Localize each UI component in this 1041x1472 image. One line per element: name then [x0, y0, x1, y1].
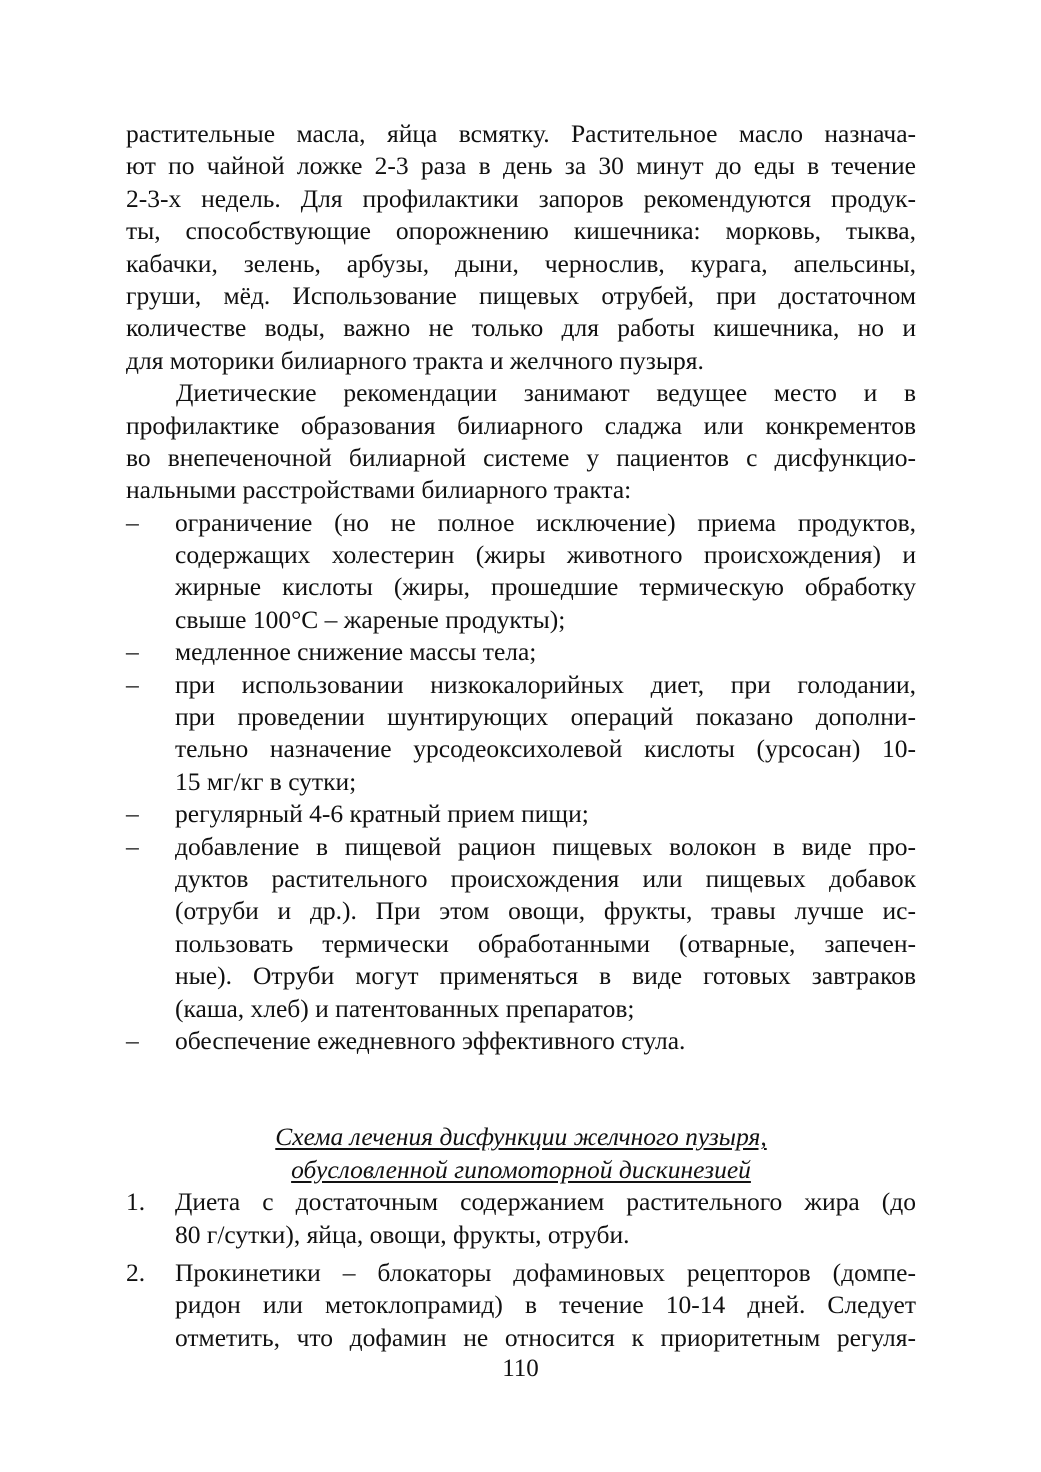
bullet-dash: –: [126, 507, 139, 537]
bullet-item-line: регулярный 4-6 кратный прием пищи;: [175, 799, 589, 829]
numbered-list: [126, 1186, 916, 1354]
bullet-dash: –: [126, 637, 139, 667]
bullet-item-line: содержащих холестерин (жиры животного происхождения) и: [175, 540, 916, 570]
bullet-dash: –: [126, 799, 139, 829]
bullet-item-line: 15 мг/кг в сутки;: [175, 766, 357, 796]
paragraph-1-line: для моторики билиарного тракта и желчного пузыря.: [126, 345, 704, 375]
bullet-dash: –: [126, 669, 139, 699]
bullet-dash: –: [126, 831, 139, 861]
bullet-item-line: при использовании низкокалорийных диет, при голодании,: [175, 669, 916, 699]
paragraph-2: [126, 377, 916, 507]
section-heading-line: Схема лечения дисфункции желчного пузыря,: [275, 1122, 767, 1152]
bullet-item-line: ограничение (но не полное исключение) приема продуктов,: [175, 507, 916, 537]
paragraph-2-line: Диетические рекомендации занимают ведущее место и в: [176, 378, 916, 408]
bullet-item: [126, 798, 916, 830]
numbered-item-line: 80 г/сутки), яйца, овощи, фрукты, отруби.: [175, 1219, 630, 1249]
section-heading-line: обусловленной гипомоторной дискинезией: [291, 1154, 751, 1184]
paragraph-2-line: профилактике образования билиарного сладжа или конкрементов: [126, 410, 916, 440]
bullet-item-line: дуктов растительного происхождения или пищевых добавок: [175, 863, 916, 893]
paragraph-1-line: растительные масла, яйца всмятку. Растительное масло назнача-: [126, 119, 916, 148]
paragraph-1-line: 2-3-х недель. Для профилактики запоров рекомендуются продук-: [126, 183, 916, 213]
numbered-item-line: Диета с достаточным содержанием растительного жира (до: [175, 1187, 916, 1217]
paragraph-2-line: во внепеченочной билиарной системе у пациентов с дисфункцио-: [126, 442, 916, 472]
numbered-item: [126, 1186, 916, 1251]
bullet-dash: –: [126, 1025, 139, 1055]
section-heading: [126, 1121, 916, 1186]
bullet-item: [126, 507, 916, 637]
bullet-item: [126, 669, 916, 799]
bullet-item: [126, 636, 916, 668]
bullet-item: [126, 831, 916, 1025]
item-number: 1.: [126, 1187, 146, 1217]
bullet-item-line: обеспечение ежедневного эффективного стула.: [175, 1025, 686, 1055]
bullet-item-line: пользовать термически обработанными (отварные, запечен-: [175, 928, 916, 958]
page-number: 110: [502, 1355, 539, 1382]
bullet-item-line: добавление в пищевой рацион пищевых волокон в виде про-: [175, 831, 916, 861]
paragraph-1-line: количестве воды, важно не только для работы кишечника, но и: [126, 313, 916, 343]
bullet-item-line: свыше 100°С – жареные продукты);: [175, 604, 566, 634]
bullet-item-line: при проведении шунтирующих операций показано дополни-: [175, 702, 916, 732]
paragraph-1-line: ют по чайной ложке 2-3 раза в день за 30 минут до еды в течение: [126, 151, 916, 181]
item-number: 2.: [126, 1257, 146, 1287]
bullet-list: [126, 507, 916, 1058]
bullet-item-line: жирные кислоты (жиры, прошедшие термическую обработку: [175, 572, 916, 602]
page-content: [126, 118, 916, 1354]
paragraph-1-line: груши, мёд. Использование пищевых отрубей, при достаточном: [126, 280, 916, 310]
bullet-item: [126, 1025, 916, 1057]
bullet-item-line: медленное снижение массы тела;: [175, 637, 537, 667]
numbered-item-line: ридон или метоклопрамид) в течение 10-14 дней. Следует: [175, 1290, 916, 1320]
bullet-item-line: (каша, хлеб) и патентованных препаратов;: [175, 993, 635, 1023]
numbered-item-line: отметить, что дофамин не относится к приоритетным регуля-: [175, 1322, 916, 1352]
paragraph-1-line: кабачки, зелень, арбузы, дыни, чернослив, курага, апельсины,: [126, 248, 916, 278]
numbered-item: [126, 1257, 916, 1354]
paragraph-2-line: нальными расстройствами билиарного тракта:: [126, 475, 632, 505]
bullet-item-line: ные). Отруби могут применяться в виде готовых завтраков: [175, 961, 916, 991]
bullet-item-line: тельно назначение урсодеоксихолевой кислоты (урсосан) 10-: [175, 734, 916, 764]
paragraph-1-line: ты, способствующие опорожнению кишечника: морковь, тыква,: [126, 216, 916, 246]
bullet-item-line: (отруби и др.). При этом овощи, фрукты, травы лучше ис-: [175, 896, 916, 926]
paragraph-1: [126, 118, 916, 377]
numbered-item-line: Прокинетики – блокаторы дофаминовых рецепторов (домпе-: [175, 1257, 916, 1287]
